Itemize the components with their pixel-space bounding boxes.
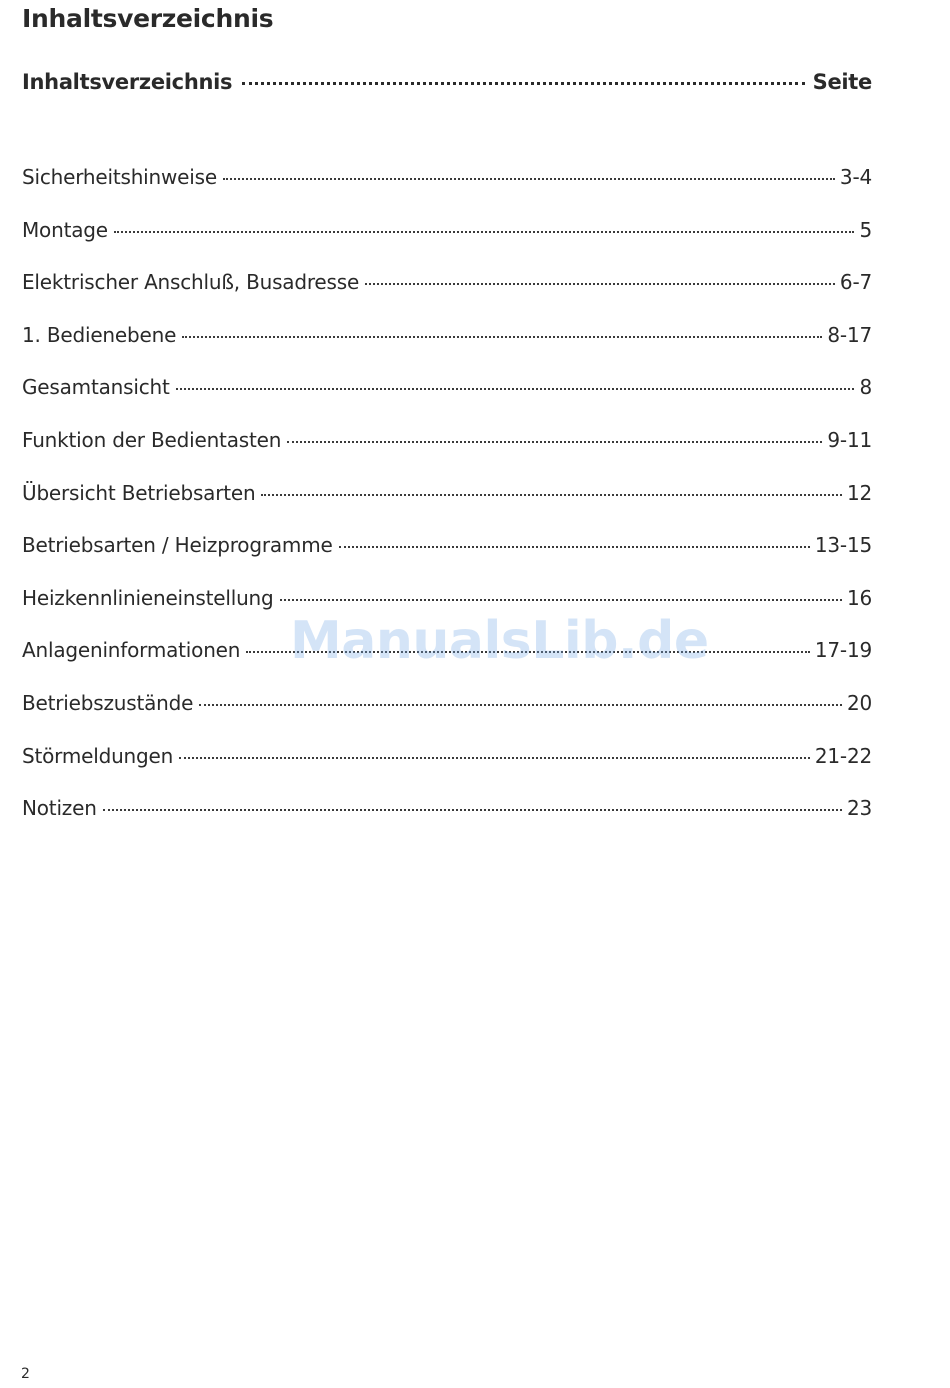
toc-entry-label: Gesamtansicht (22, 375, 170, 400)
toc-entry-page: 8-17 (827, 322, 872, 347)
toc-entry-page: 21-22 (814, 743, 872, 768)
toc-entry[interactable] (22, 691, 872, 744)
toc-entry-page: 23 (846, 796, 872, 821)
toc-header-leader (242, 82, 804, 85)
toc-entry-leader (199, 704, 842, 706)
toc-entry-page: 9-11 (827, 427, 872, 452)
toc-entry-leader (365, 283, 835, 285)
toc-entry[interactable] (22, 375, 872, 428)
toc-entry-leader (103, 809, 842, 811)
toc-entry-page: 20 (846, 690, 872, 715)
toc-entry-page: 13-15 (814, 533, 872, 558)
toc-entry-label: Sicherheitshinweise (22, 165, 217, 189)
toc-entry-leader (114, 231, 855, 233)
toc-entry-label: Montage (22, 217, 108, 242)
toc-entry-leader (280, 599, 842, 601)
toc-entry[interactable] (22, 428, 872, 481)
toc-entry[interactable] (22, 638, 872, 691)
toc-entry-leader (176, 388, 855, 390)
toc-entry[interactable] (22, 218, 872, 271)
toc-entry-page: 6-7 (839, 270, 872, 295)
toc-entry-leader (287, 441, 822, 443)
toc-entry[interactable] (22, 744, 872, 797)
toc-header-page-label: Seite (812, 70, 872, 94)
toc-entry-label: Übersicht Betriebsarten (22, 480, 256, 505)
toc-entry-page: 5 (859, 217, 872, 242)
toc-header-label: Inhaltsverzeichnis (22, 70, 233, 94)
toc-entry[interactable] (22, 270, 872, 323)
toc-entry-page: 16 (846, 585, 872, 610)
toc-entry[interactable] (22, 165, 872, 218)
toc-entry-leader (182, 336, 822, 338)
toc-entry[interactable] (22, 481, 872, 534)
toc-entry-page: 3-4 (839, 165, 872, 189)
toc-entry-label: Notizen (22, 796, 97, 821)
toc-entry-leader (179, 757, 810, 759)
page-number: 2 (21, 1366, 30, 1382)
toc-entry-label: Heizkennlinieneinstellung (22, 585, 274, 610)
toc-entry-label: Anlageninformationen (22, 638, 241, 663)
toc-entry[interactable] (22, 586, 872, 639)
watermark: ManualsLib.de (290, 611, 709, 671)
toc-entry-label: Funktion der Bedientasten (22, 427, 282, 452)
toc-entry-label: Elektrischer Anschluß, Busadresse (22, 270, 360, 295)
toc-entry-leader (339, 546, 810, 548)
toc-entry-page: 12 (846, 480, 872, 505)
toc-entry-page: 17-19 (814, 638, 872, 663)
toc-entry-page: 8 (859, 375, 872, 400)
toc-list (22, 165, 872, 849)
toc-entry[interactable] (22, 796, 872, 849)
toc-entry-label: Betriebszustände (22, 690, 194, 715)
toc-header (22, 70, 872, 94)
page-title: Inhaltsverzeichnis (22, 4, 274, 33)
toc-entry-label: Betriebsarten / Heizprogramme (22, 533, 333, 558)
toc-entry-leader (261, 494, 841, 496)
toc-entry-leader (223, 178, 835, 180)
toc-entry-label: 1. Bedienebene (22, 322, 177, 347)
toc-entry-leader (246, 651, 810, 653)
toc-entry[interactable] (22, 323, 872, 376)
toc-entry[interactable] (22, 533, 872, 586)
toc-entry-label: Störmeldungen (22, 743, 174, 768)
